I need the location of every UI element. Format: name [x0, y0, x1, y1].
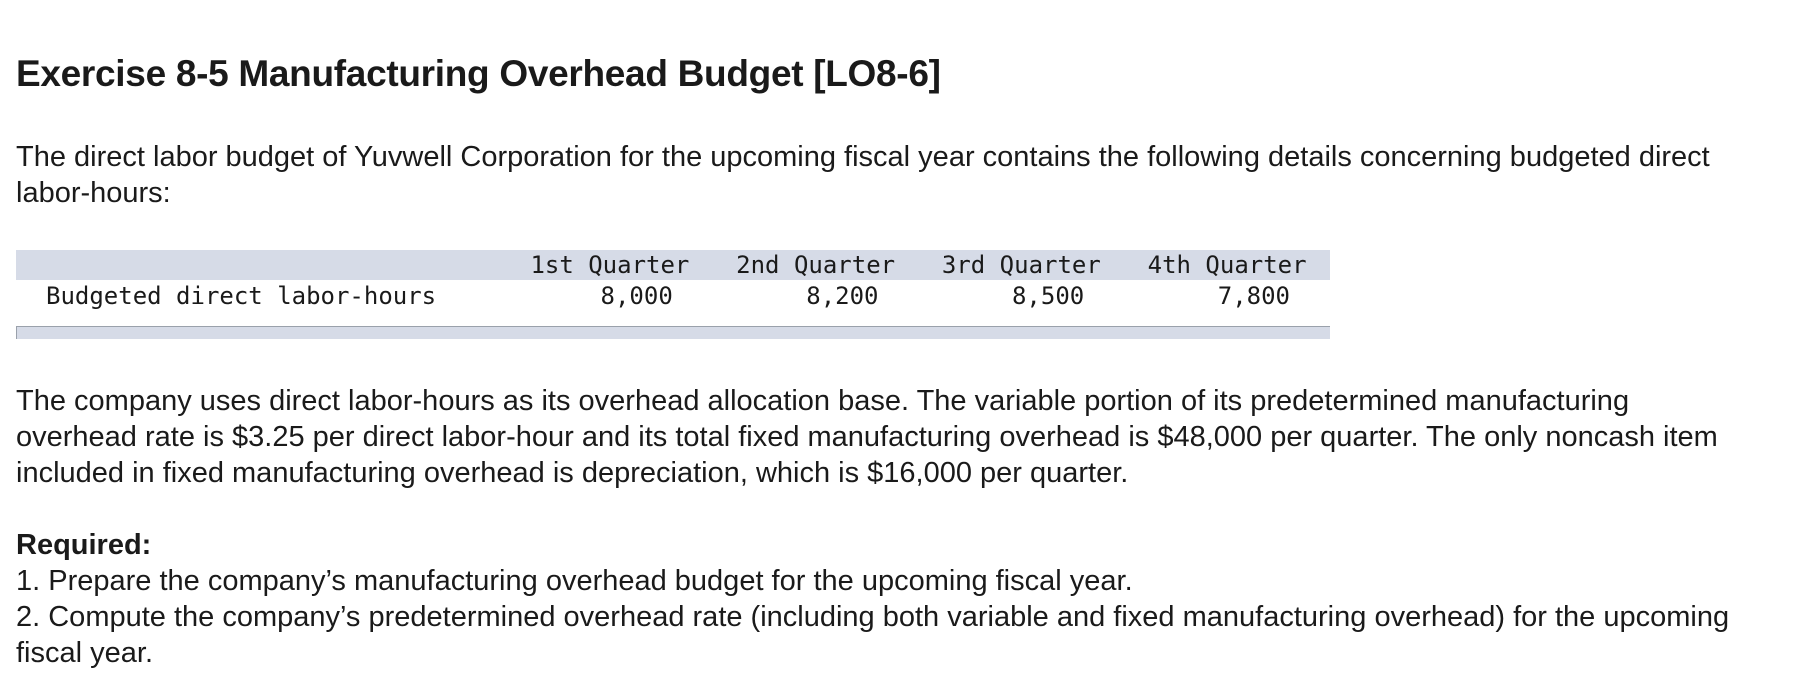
labor-hours-table	[16, 250, 1330, 312]
required-label: Required:	[16, 529, 152, 561]
row-label: Budgeted direct labor-hours	[46, 282, 437, 310]
header-empty-cell	[16, 250, 507, 280]
table-row	[16, 280, 1330, 312]
value-q1: 8,000	[600, 282, 673, 310]
header-q1: 1st Quarter	[530, 251, 690, 279]
required-item-2: 2. Compute the company’s predetermined overhead rate (including both variable and fixed manufacturing overhead) for the upcoming fiscal year.	[16, 601, 1730, 669]
intro-paragraph: The direct labor budget of Yuvwell Corporation for the upcoming fiscal year contains the following details concerning budgeted direct labor-hours:	[16, 141, 1710, 209]
required-item-1: 1. Prepare the company’s manufacturing overhead budget for the upcoming fiscal year.	[16, 565, 1133, 597]
value-q4: 7,800	[1217, 282, 1290, 310]
table-footer-bar	[16, 326, 1330, 339]
header-q2: 2nd Quarter	[736, 251, 896, 279]
header-q4: 4th Quarter	[1147, 251, 1307, 279]
labor-hours-table-container	[16, 250, 1330, 339]
value-q3: 8,500	[1011, 282, 1085, 310]
value-q2: 8,200	[806, 282, 879, 310]
company-paragraph: The company uses direct labor-hours as its overhead allocation base. The variable portion of its predetermined manufacturing overhead rate is $3.25 per direct labor-hour and its total fixed manufacturing overhead is $48,000 per quarter. The only noncash item included in fixed manufacturing overhead is depreciation, which is $16,000 per quarter.	[16, 385, 1718, 489]
header-q3: 3rd Quarter	[941, 251, 1101, 279]
required-section	[16, 527, 1756, 671]
table-header-row	[16, 250, 1330, 280]
exercise-title: Exercise 8-5 Manufacturing Overhead Budget [LO8-6]	[16, 52, 941, 94]
